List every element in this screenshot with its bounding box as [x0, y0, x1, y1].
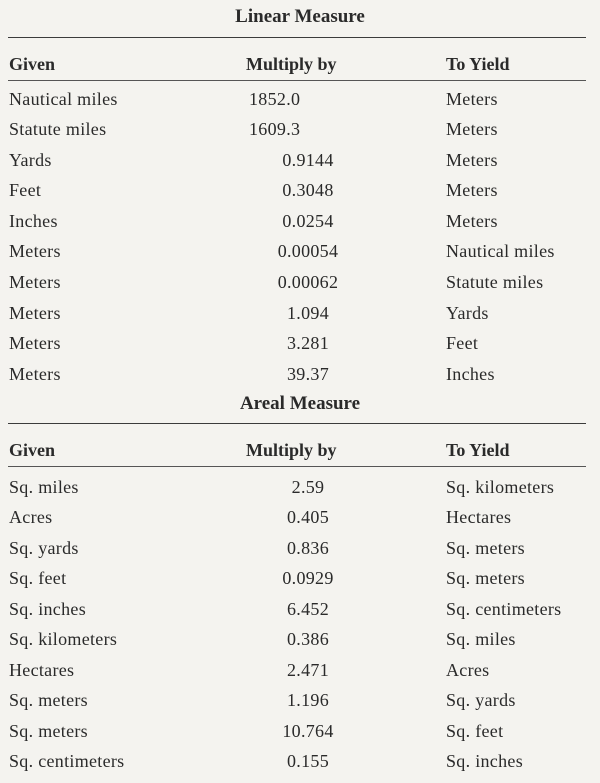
yield-cell: Sq. yards	[446, 690, 516, 710]
areal-header-row	[0, 438, 600, 462]
multiply-cell: 0.405	[287, 507, 329, 527]
given-cell: Meters	[9, 272, 61, 292]
table-row	[0, 749, 600, 773]
multiply-cell: 1.094	[287, 303, 329, 323]
multiply-cell: 39.37	[287, 364, 329, 384]
multiply-cell: 6.452	[287, 599, 329, 619]
table-row	[0, 658, 600, 682]
linear-header-given: Given	[9, 54, 56, 74]
multiply-cell: 1.196	[287, 690, 329, 710]
given-cell: Meters	[9, 333, 61, 353]
multiply-cell: 1609.3	[249, 119, 301, 139]
given-cell: Sq. centimeters	[9, 751, 125, 771]
table-row	[0, 597, 600, 621]
multiply-cell: 1852.0	[249, 89, 301, 109]
areal-header-yield: To Yield	[446, 440, 510, 460]
table-row	[0, 719, 600, 743]
given-cell: Sq. feet	[9, 568, 67, 588]
yield-cell: Sq. kilometers	[446, 477, 555, 497]
yield-cell: Inches	[446, 364, 495, 384]
yield-cell: Sq. feet	[446, 721, 504, 741]
given-cell: Meters	[9, 364, 61, 384]
table-row	[0, 566, 600, 590]
yield-cell: Acres	[446, 660, 490, 680]
multiply-cell: 0.9144	[282, 150, 334, 170]
yield-cell: Sq. meters	[446, 568, 525, 588]
multiply-cell: 2.59	[291, 477, 325, 497]
linear-header-multiply: Multiply by	[246, 54, 337, 74]
yield-cell: Sq. inches	[446, 751, 523, 771]
given-cell: Sq. inches	[9, 599, 86, 619]
table-row	[0, 536, 600, 560]
areal-top-rule	[8, 423, 586, 424]
multiply-cell: 0.00062	[277, 272, 339, 292]
given-cell: Sq. kilometers	[9, 629, 118, 649]
given-cell: Sq. yards	[9, 538, 79, 558]
given-cell: Sq. miles	[9, 477, 79, 497]
yield-cell: Statute miles	[446, 272, 544, 292]
yield-cell: Meters	[446, 150, 498, 170]
table-row	[0, 688, 600, 712]
yield-cell: Yards	[446, 303, 489, 323]
yield-cell: Sq. meters	[446, 538, 525, 558]
table-row	[0, 117, 600, 141]
yield-cell: Hectares	[446, 507, 512, 527]
table-row	[0, 87, 600, 111]
areal-measure-title: Areal Measure	[239, 393, 361, 414]
given-cell: Sq. meters	[9, 721, 88, 741]
table-row	[0, 301, 600, 325]
yield-cell: Nautical miles	[446, 241, 555, 261]
multiply-cell: 0.155	[287, 751, 329, 771]
multiply-cell: 0.836	[287, 538, 329, 558]
table-row	[0, 209, 600, 233]
linear-header-rule	[8, 80, 586, 81]
table-row	[0, 362, 600, 386]
given-cell: Acres	[9, 507, 53, 527]
table-row	[0, 270, 600, 294]
given-cell: Yards	[9, 150, 52, 170]
multiply-cell: 0.0254	[282, 211, 334, 231]
linear-measure-title: Linear Measure	[235, 6, 365, 27]
yield-cell: Meters	[446, 89, 498, 109]
multiply-cell: 3.281	[287, 333, 329, 353]
areal-header-rule	[8, 466, 586, 467]
given-cell: Nautical miles	[9, 89, 118, 109]
table-row	[0, 178, 600, 202]
table-row	[0, 239, 600, 263]
areal-header-multiply: Multiply by	[246, 440, 337, 460]
yield-cell: Sq. centimeters	[446, 599, 562, 619]
given-cell: Sq. meters	[9, 690, 88, 710]
yield-cell: Meters	[446, 211, 498, 231]
given-cell: Hectares	[9, 660, 75, 680]
given-cell: Feet	[9, 180, 42, 200]
linear-header-yield: To Yield	[446, 54, 510, 74]
table-row	[0, 148, 600, 172]
yield-cell: Feet	[446, 333, 479, 353]
given-cell: Meters	[9, 241, 61, 261]
areal-header-given: Given	[9, 440, 56, 460]
multiply-cell: 0.3048	[282, 180, 334, 200]
multiply-cell: 10.764	[282, 721, 334, 741]
multiply-cell: 0.00054	[277, 241, 339, 261]
table-row	[0, 331, 600, 355]
yield-cell: Sq. miles	[446, 629, 516, 649]
table-row	[0, 627, 600, 651]
table-row	[0, 475, 600, 499]
multiply-cell: 0.386	[287, 629, 329, 649]
given-cell: Meters	[9, 303, 61, 323]
multiply-cell: 0.0929	[282, 568, 334, 588]
given-cell: Statute miles	[9, 119, 107, 139]
linear-top-rule	[8, 37, 586, 38]
given-cell: Inches	[9, 211, 58, 231]
table-row	[0, 505, 600, 529]
yield-cell: Meters	[446, 180, 498, 200]
multiply-cell: 2.471	[287, 660, 329, 680]
yield-cell: Meters	[446, 119, 498, 139]
linear-header-row	[0, 52, 600, 76]
